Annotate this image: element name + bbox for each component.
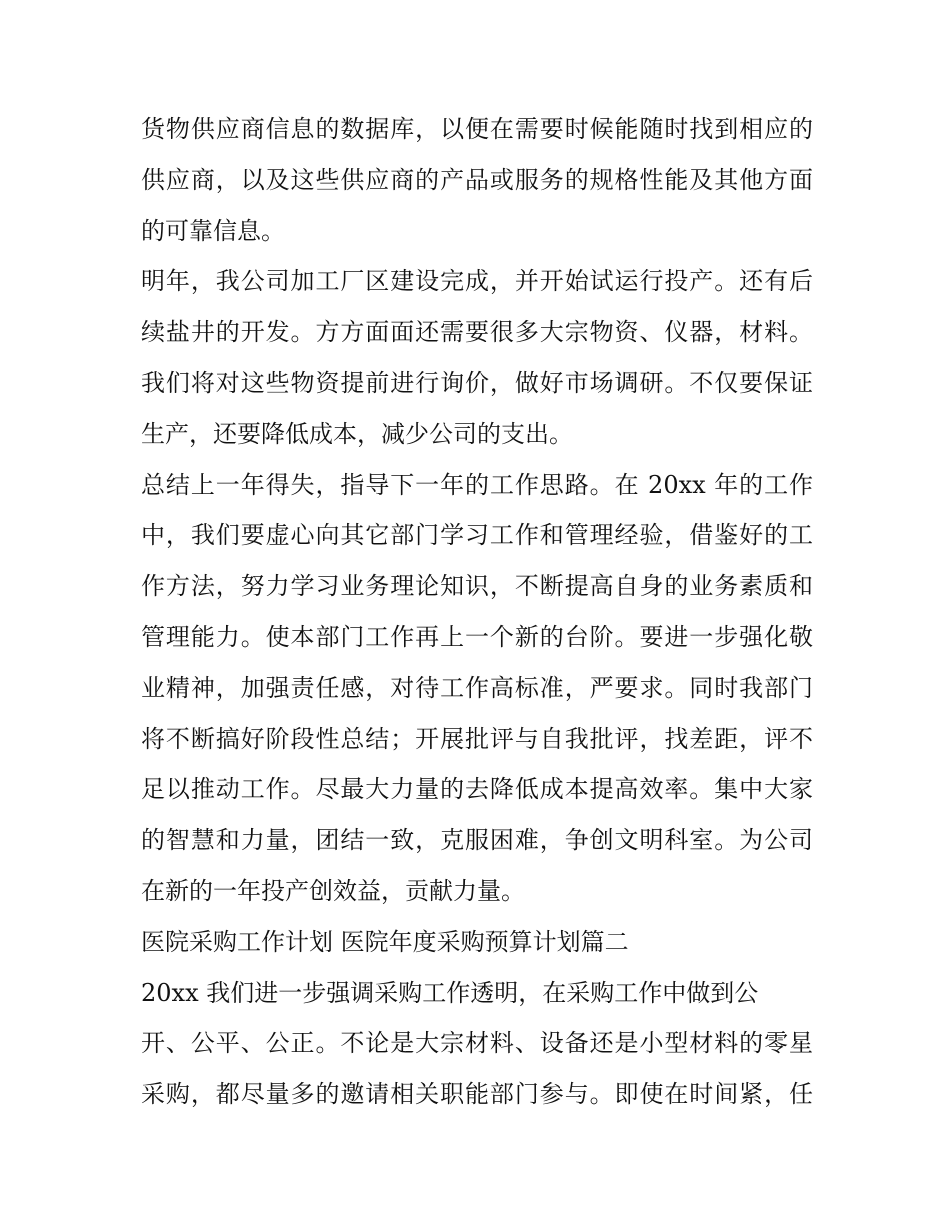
text-line: 采购，都尽量多的邀请相关职能部门参与。即使在时间紧，任	[141, 1080, 813, 1109]
text-line: 的智慧和力量，团结一致，克服困难，争创文明科室。为公司	[141, 826, 813, 855]
text-line: 作方法，努力学习业务理论知识，不断提高自身的业务素质和	[141, 572, 813, 601]
section-heading: 医院采购工作计划 医院年度采购预算计划篇二	[141, 927, 629, 956]
text-line: 业精神，加强责任感，对待工作高标准，严要求。同时我部门	[141, 673, 813, 702]
text-line: 总结上一年得失，指导下一年的工作思路。在 20xx 年的工作	[141, 470, 813, 499]
document-body	[141, 104, 813, 1120]
text-line: 明年，我公司加工厂区建设完成，并开始试运行投产。还有后	[141, 267, 813, 296]
text-line: 在新的一年投产创效益，贡献力量。	[141, 876, 525, 905]
text-line: 的可靠信息。	[141, 216, 285, 245]
text-line: 供应商，以及这些供应商的产品或服务的规格性能及其他方面	[141, 165, 813, 194]
text-line: 管理能力。使本部门工作再上一个新的台阶。要进一步强化敬	[141, 622, 813, 651]
text-line: 生产，还要降低成本，减少公司的支出。	[141, 419, 573, 448]
text-line: 我们将对这些物资提前进行询价，做好市场调研。不仅要保证	[141, 368, 813, 397]
text-line: 续盐井的开发。方方面面还需要很多大宗物资、仪器，材料。	[141, 318, 813, 347]
text-line: 将不断搞好阶段性总结；开展批评与自我批评，找差距，评不	[141, 724, 813, 753]
text-line: 20xx 我们进一步强调采购工作透明，在采购工作中做到公	[141, 978, 759, 1007]
text-line: 中，我们要虚心向其它部门学习工作和管理经验，借鉴好的工	[141, 521, 813, 550]
text-line: 足以推动工作。尽最大力量的去降低成本提高效率。集中大家	[141, 775, 813, 804]
text-line: 开、公平、公正。不论是大宗材料、设备还是小型材料的零星	[141, 1029, 813, 1058]
text-line: 货物供应商信息的数据库，以便在需要时候能随时找到相应的	[141, 115, 813, 143]
